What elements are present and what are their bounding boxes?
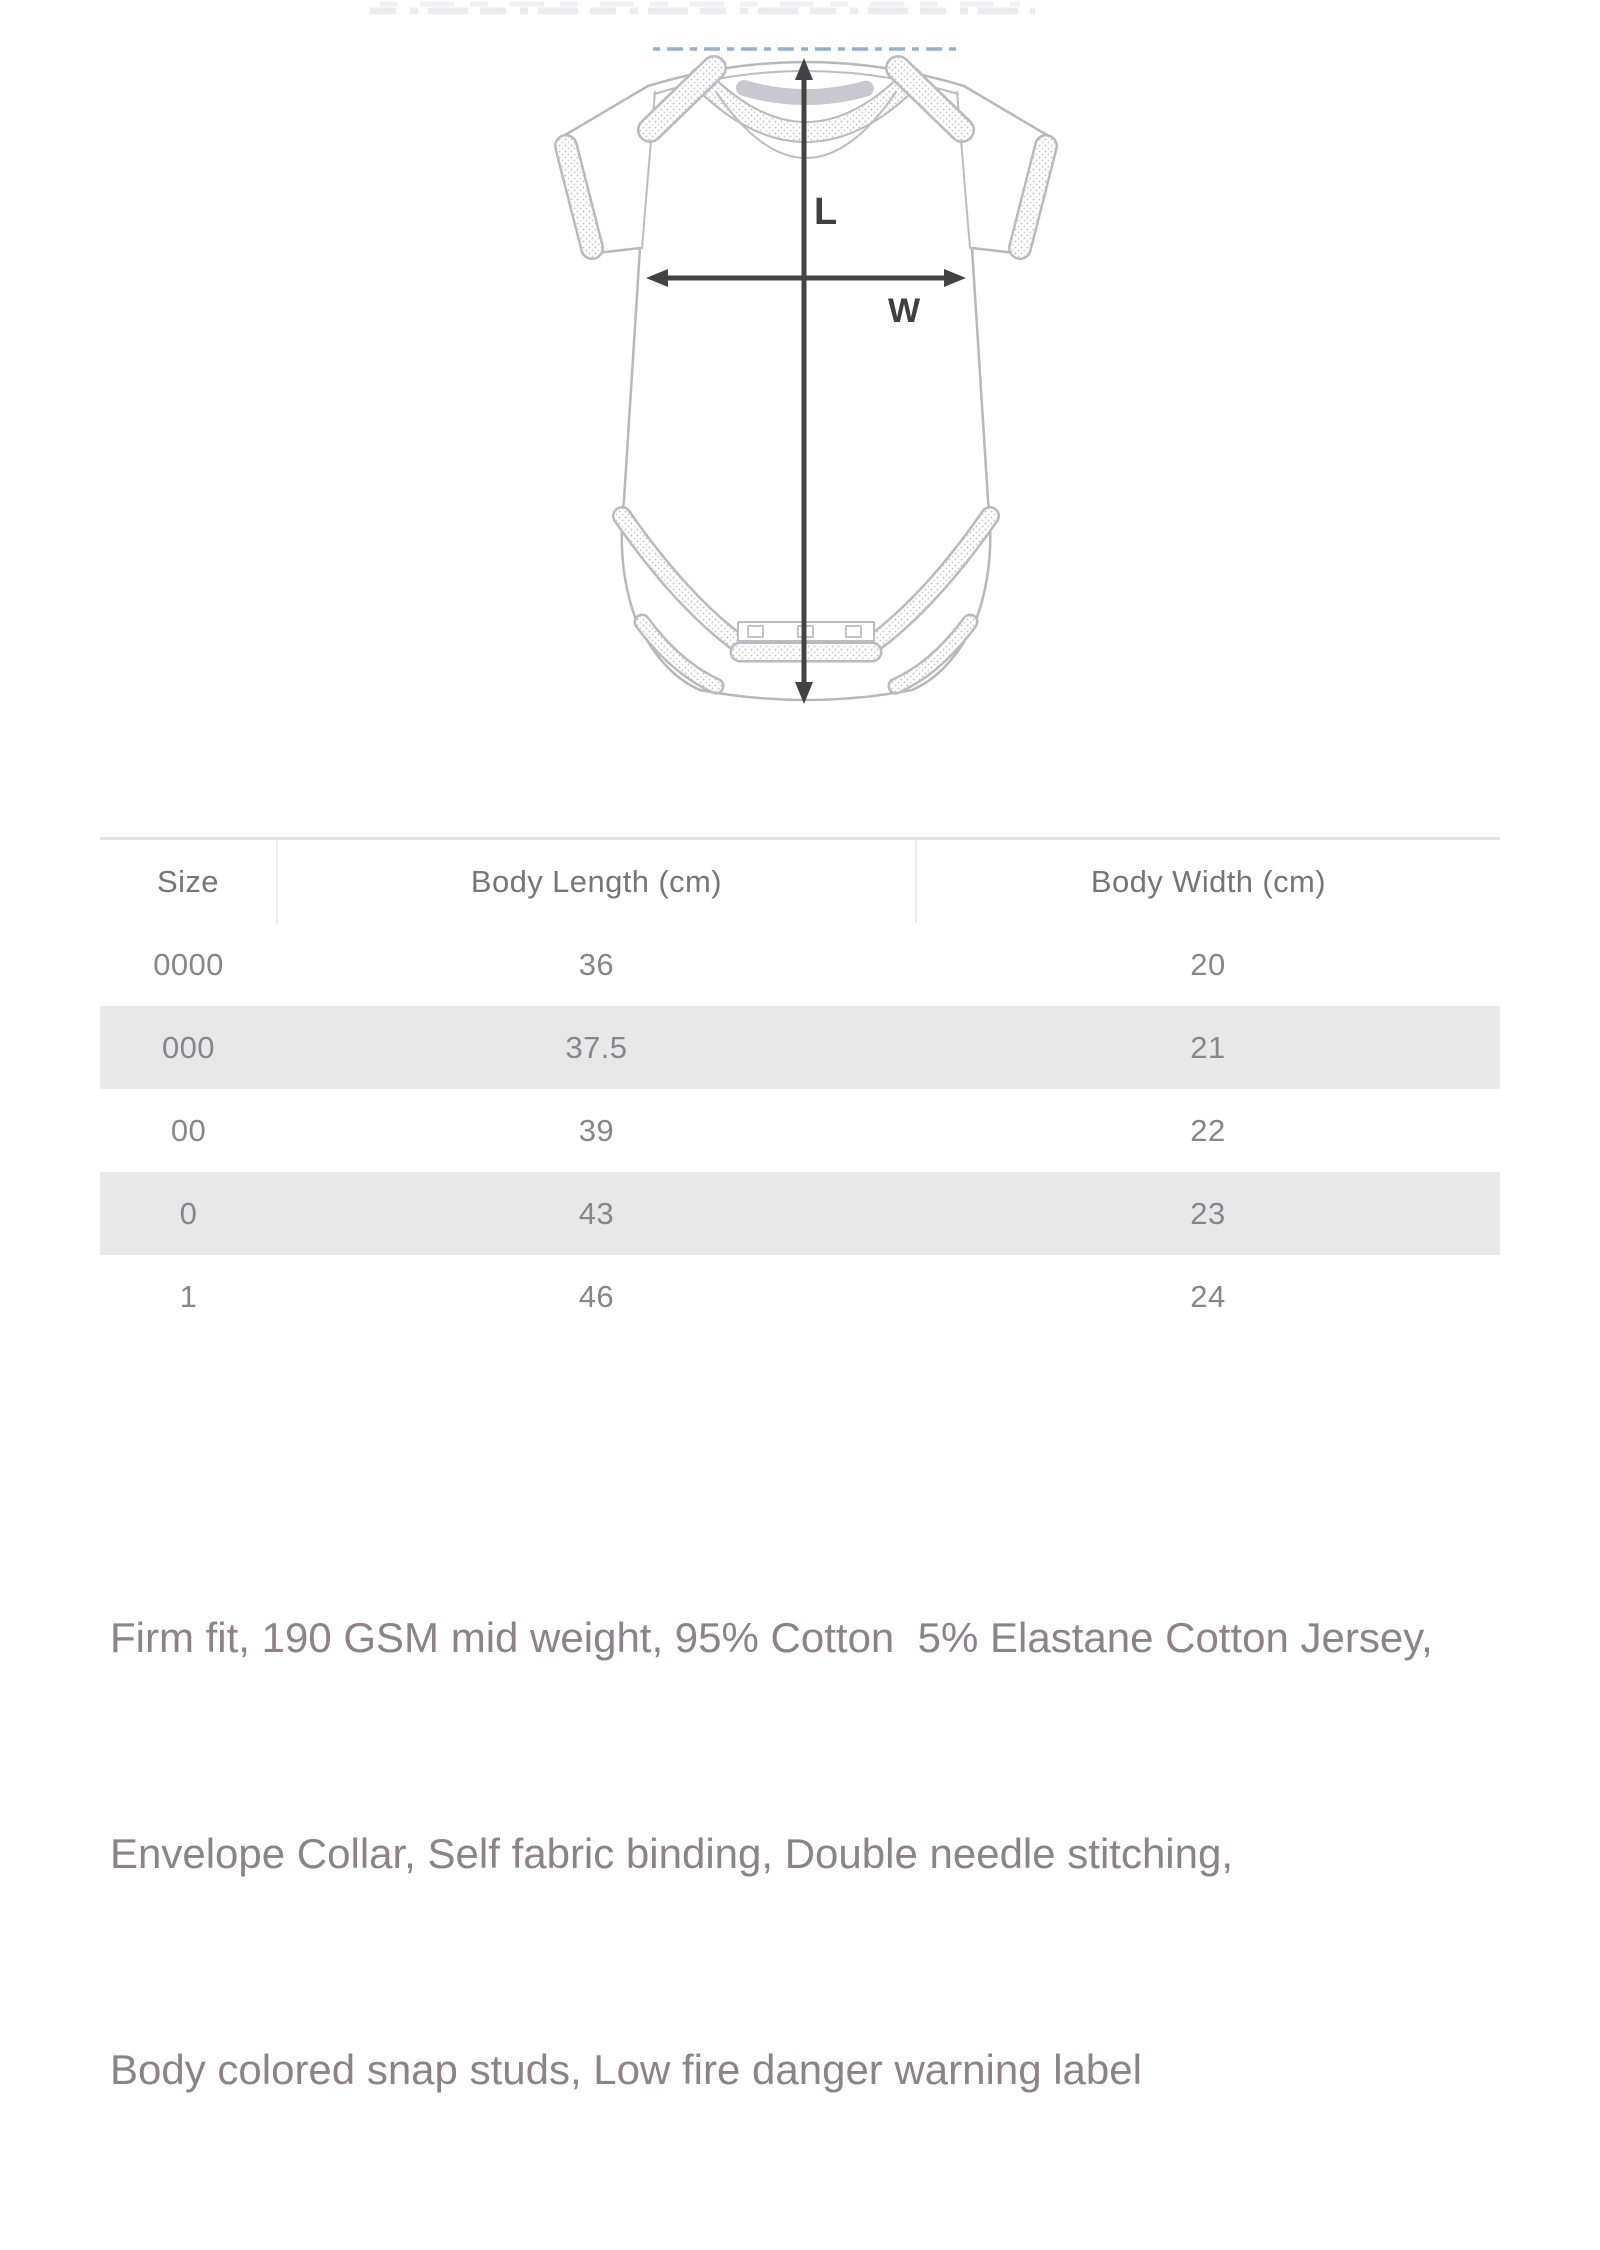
cropped-top-remnant bbox=[370, 4, 1035, 11]
table-cell: 0 bbox=[100, 1172, 277, 1255]
table-cell: 43 bbox=[277, 1172, 916, 1255]
table-row bbox=[100, 1255, 1500, 1338]
table-cell: 46 bbox=[578, 1278, 615, 1314]
table-cell: 36 bbox=[578, 946, 615, 982]
column-header-body-length: Body Length (cm) bbox=[277, 839, 916, 924]
snap-stud bbox=[748, 626, 763, 637]
table-cell: 24 bbox=[1190, 1278, 1226, 1314]
table-row bbox=[100, 1006, 1500, 1089]
size-table-body bbox=[100, 923, 1500, 1338]
table-cell: 23 bbox=[916, 1172, 1500, 1255]
description-line: Envelope Collar, Self fabric binding, Double needle stitching, bbox=[110, 1830, 1234, 1877]
table-cell: 37.5 bbox=[277, 1006, 916, 1089]
table-cell: 1 bbox=[179, 1278, 198, 1314]
table-cell: 0000 bbox=[153, 946, 224, 982]
length-label: L bbox=[814, 191, 838, 233]
size-chart-table bbox=[100, 837, 1500, 1338]
table-cell: 39 bbox=[578, 1112, 615, 1148]
product-description bbox=[110, 1458, 1500, 2250]
column-header-body-width: Body Width (cm) bbox=[916, 839, 1500, 924]
bodysuit-measurement-diagram bbox=[0, 0, 1600, 800]
description-line: Body colored snap studs, Low fire danger warning label bbox=[110, 2046, 1142, 2093]
table-row bbox=[100, 923, 1500, 1006]
column-header-size: Size bbox=[157, 863, 219, 899]
table-row bbox=[100, 1089, 1500, 1172]
table-cell: 000 bbox=[100, 1006, 277, 1089]
snap-stud bbox=[846, 626, 861, 637]
table-cell: 22 bbox=[1190, 1112, 1226, 1148]
table-header-row bbox=[100, 839, 1500, 924]
table-cell: 21 bbox=[916, 1006, 1500, 1089]
table-cell: 00 bbox=[170, 1112, 207, 1148]
table-row bbox=[100, 1172, 1500, 1255]
description-line: Firm fit, 190 GSM mid weight, 95% Cotton 5% Elastane Cotton Jersey, bbox=[110, 1614, 1433, 1661]
width-label: W bbox=[888, 292, 921, 330]
table-cell: 20 bbox=[1190, 946, 1226, 982]
